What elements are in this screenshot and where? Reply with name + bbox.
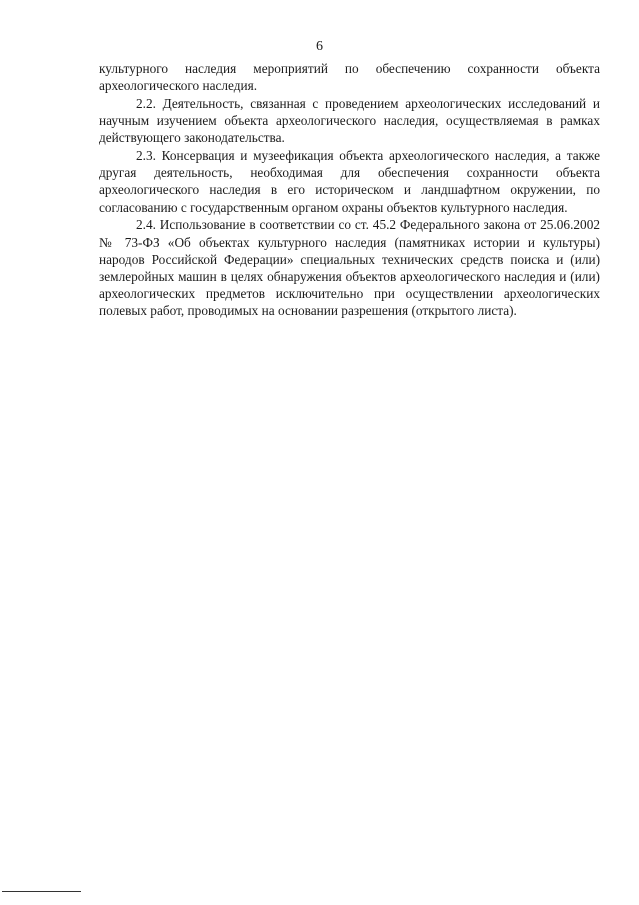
paragraph-continuation: культурного наследия мероприятий по обеспечению сохранности объекта археологического наследия. xyxy=(99,61,600,94)
paragraph-2-2: 2.2. Деятельность, связанная с проведением археологических исследований и научным изучением объекта археологического наследия, осуществляемая в рамках действующего законодательства. xyxy=(99,95,600,146)
page-number: 6 xyxy=(316,39,323,54)
paragraph-2-4: 2.4. Использование в соответствии со ст. 45.2 Федерального закона от 25.06.2002 № 73-ФЗ «Об объектах культурного наследия (памятниках истории и культуры) народов Российской Федерации» специальных технических средств поиска и (или) землеройных машин в целях обнаружения объектов археологического наследия и (или) археологических предметов исключительно при осуществлении археологических полевых работ, проводимых на основании разрешения (открытого листа). xyxy=(99,217,600,319)
paragraph-2-3: 2.3. Консервация и музеефикация объекта археологического наследия, а также другая деятельность, необходимая для обеспечения сохранности объекта археологического наследия в его историческом и ландшафтном окружении, по согласованию с государственным органом охраны объектов культурного наследия. xyxy=(99,148,600,215)
footer-divider xyxy=(2,891,81,892)
document-body xyxy=(99,60,600,320)
